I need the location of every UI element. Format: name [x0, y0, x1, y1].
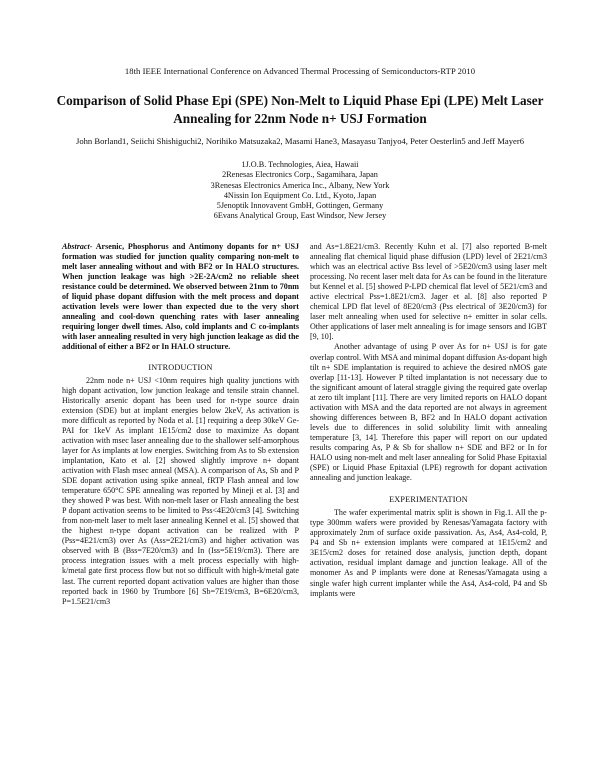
affiliation-3: 3Renesas Electronics America Inc., Albany, New York: [210, 180, 390, 190]
right-column: [310, 242, 547, 599]
paper-title: [40, 92, 560, 128]
affiliation-4: 4Nissin Ion Equipment Co. Ltd., Kyoto, Japan: [223, 190, 377, 200]
body-paragraph-2: Another advantage of using P over As for n+ USJ is for gate overlap control. With MSA and minimal dopant diffusion As-dopant high tilt n+ SDE implantation is required to achieve the desired nMOS gate overlap [11-13]. However P tilted implantation is not necessary due to the significant amount of lateral straggle giving the required gate overlap at zero tilt implant [11]. There are very limited reports on HALO dopant activation with MSA and the data reported are not always in agreement showing differences between B, BF2 and In HALO dopant activation levels due to differences in solid solubility limit with annealing temperature [3, 14]. Therefore this paper will report on our updated results comparing As, P & Sb for shallow n+ SDE and BF2 or In for HALO using non-melt and melt laser annealing for Solid Phase Epitaxial (SPE) or Liquid Phase Epitaxial (LPE) regrowth for dopant activation annealing and junction leakage.: [310, 342, 547, 483]
left-column: [62, 242, 299, 607]
intro-paragraph-1: 22nm node n+ USJ <10nm requires high quality junctions with high dopant activation, low junction leakage and tensile strain channel. Historically arsenic dopant has been used for n-type source drain extension (SDE) but at implant energies below 2keV, As activation is more difficult as reported by Noda et al. [1] requiring a deep 30keV Ge-PAI for 1keV As implant 1E15/cm2 dose to maximize As dopant activation with msec laser annealing due to the shallower self-amorphous layer for As implants at low energies. Switching from As to Sb extension implantation, Kato et al. [2] showed slightly improve n+ dopant activation with Flash msec anneal (MSA). A comparison of As, Sb and P SDE dopant activation using spike anneal, fRTP Flash anneal and low temperature 650°C SPE annealing was reported by Mineji et al. [3] and they showed P was best. With non-melt laser or Flash annealing the best P dopant activation seems to be limited to Pss<4E20/cm3 [4]. Switching from non-melt laser to melt laser annealing Kennel et al. [5] showed that the highest n-type dopant activation can be realized with P (Pss=4E21/cm3) over As (Ass=2E21/cm3) and higher activation was observed with B (Bss=7E20/cm3) and In (Iss=5E19/cm3). There are process integration issues with a melt process especially with high-k/metal gate first process flow but not so difficult with high-k/metal gate last. The current reported dopant activation values are higher than those reported back in 1960 by Trumbore [6] Sb=7E19/cm3, B=6E20/cm3, P=1.5E21/cm3: [62, 375, 299, 606]
abstract-text: Arsenic, Phosphorus and Antimony dopants for n+ USJ formation was studied for junction quality comparing non-melt to melt laser annealing without and with BF2 or In HALO structures. When junction leakage was high >2E-2A/cm2 no reliable sheet resistance could be determined. We observed between 21nm to 70nm of liquid phase dopant diffusion with the melt process and dopant activation levels were lower than expected due to the very short annealing and cool-down quenching rates with laser annealing requiring longer dwell times. Also, cold implants and C co-implants with laser annealing resulted in very high junction leakage as did the additional of either a BF2 or In HALO structure.: [62, 242, 299, 352]
body-paragraph-3: The wafer experimental matrix split is shown in Fig.1. All the p-type 300mm wafers were provided by Renesas/Yamagata factory with approximately 2nm of surface oxide passivation. As, As4, As4-cold, P, P4 and Sb n+ extension implants were compared at 1E15/cm2 and 3E15/cm2 doses for retained dose analysis, junction depth, dopant activation, residual implant damage and junction leakage. All of the monomer As and P implants were done at Renesas/Yamagata using a single wafer high current implanter while the As4, As4-cold, P4 and Sb implants were: [310, 508, 547, 598]
abstract-label: Abstract-: [62, 242, 93, 251]
affiliation-6: 6Evans Analytical Group, East Windsor, New Jersey: [213, 211, 387, 221]
introduction-heading: INTRODUCTION: [148, 362, 213, 372]
title-line-2: Annealing for 22nm Node n+ USJ Formation: [173, 111, 427, 126]
body-paragraph-1: and As=1.8E21/cm3. Recently Kuhn et al. [7] also reported B-melt annealing flat chemical liquid phase diffusion (LPD) level of 2E21/cm3 which was an electrical active Bss level of >5E20/cm3 using laser melt processing. No recent laser melt data for As can be found in the literature but Kennel et al. [5] showed P-LPD chemical flat level of 5E21/cm3 and active electrical Pss=1.8E21/cm3. Jager et al. [8] also reported P chemical LPD flat level of 8E20/cm3 (Pss electrical of 3E20/cm3) for laser melt annealing when used for selective n+ emitter in solar cells. Other applications of laser melt annealing is for image sensors and IGBT [9, 10].: [310, 242, 547, 342]
author-list: John Borland1, Seiichi Shishiguchi2, Norihiko Matsuzaka2, Masami Hane3, Masayasu Tanjyo4, Peter Oesterlin5 and Jeff Mayer6: [75, 136, 525, 146]
title-line-1: Comparison of Solid Phase Epi (SPE) Non-Melt to Liquid Phase Epi (LPE) Melt Laser: [56, 93, 544, 108]
conference-header: 18th IEEE International Conference on Advanced Thermal Processing of Semiconductors-RTP 2010: [124, 66, 476, 76]
affiliation-2: 2Renesas Electronics Corp., Sagamihara, Japan: [222, 170, 378, 180]
affiliation-5: 5Jenoptik Innovavent GmbH, Gottingen, Germany: [216, 201, 384, 211]
abstract: [62, 242, 299, 353]
affiliation-list: [140, 160, 460, 222]
affiliation-1: 1J.O.B. Technologies, Aiea, Hawaii: [241, 160, 359, 169]
experimentation-heading: EXPERIMENTATION: [389, 495, 468, 505]
